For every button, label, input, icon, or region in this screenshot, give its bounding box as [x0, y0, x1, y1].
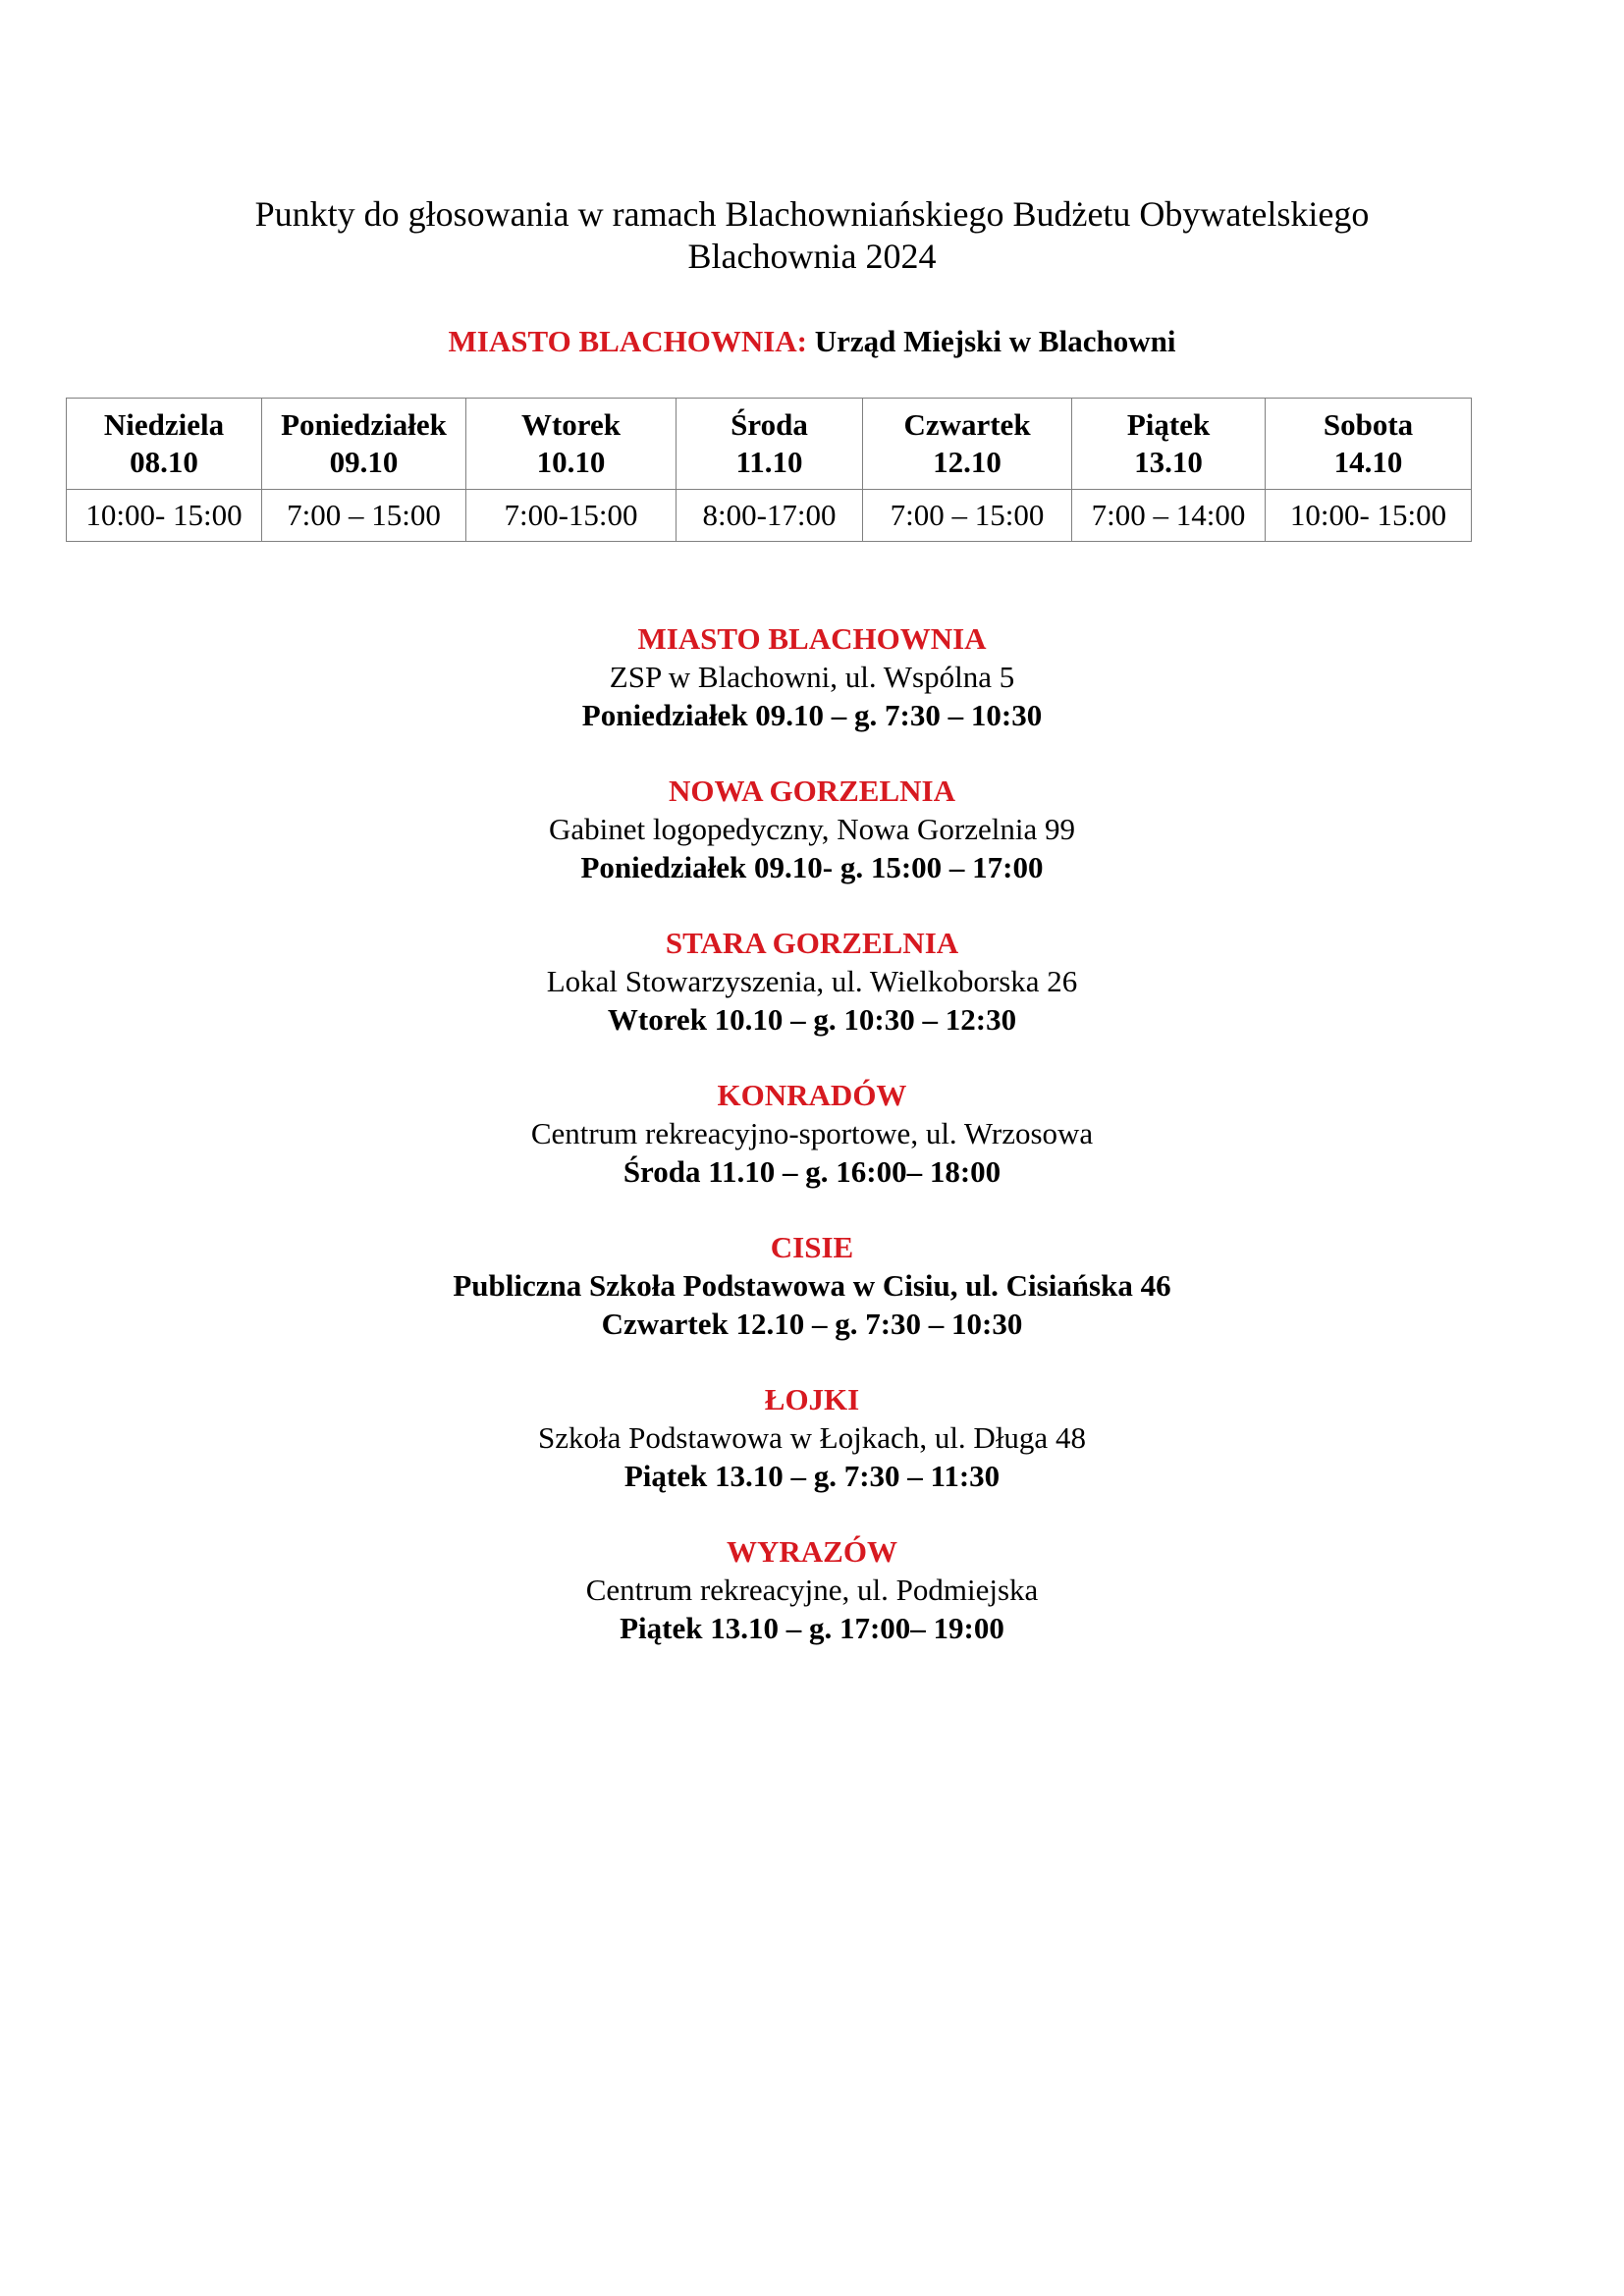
- voting-point-place: Szkoła Podstawowa w Łojkach, ul. Długa 48: [538, 1420, 1086, 1455]
- schedule-table: [66, 398, 1472, 542]
- schedule-hours-row: [67, 490, 1472, 542]
- voting-point: [0, 1076, 1624, 1191]
- schedule-hours-cell: 10:00- 15:00: [67, 490, 262, 542]
- schedule-header-cell: Wtorek 10.10: [466, 399, 677, 490]
- schedule-header-cell: Poniedziałek 09.10: [262, 399, 466, 490]
- schedule-hours-cell: 10:00- 15:00: [1266, 490, 1472, 542]
- main-location-heading: [0, 323, 1624, 360]
- schedule-header-row: [67, 399, 1472, 490]
- voting-point-place: Centrum rekreacyjne, ul. Podmiejska: [585, 1573, 1039, 1607]
- schedule-hours-cell: 8:00-17:00: [677, 490, 863, 542]
- title-line-1: Punkty do głosowania w ramach Blachowniańskiego Budżetu Obywatelskiego: [254, 194, 1370, 234]
- voting-point: [0, 772, 1624, 886]
- voting-point-name: ŁOJKI: [764, 1382, 860, 1416]
- voting-point-place: Gabinet logopedyczny, Nowa Gorzelnia 99: [548, 812, 1075, 846]
- voting-point-time: Środa 11.10 – g. 16:00– 18:00: [623, 1154, 1001, 1189]
- voting-point-time: Wtorek 10.10 – g. 10:30 – 12:30: [607, 1002, 1017, 1037]
- voting-point-place: Centrum rekreacyjno-sportowe, ul. Wrzosowa: [530, 1116, 1094, 1150]
- schedule-hours-cell: 7:00 – 14:00: [1072, 490, 1266, 542]
- schedule-header-cell: Niedziela 08.10: [67, 399, 262, 490]
- main-location-city: MIASTO BLACHOWNIA:: [448, 324, 807, 358]
- schedule-hours-cell: 7:00-15:00: [466, 490, 677, 542]
- voting-point: [0, 1532, 1624, 1647]
- schedule-hours-cell: 7:00 – 15:00: [262, 490, 466, 542]
- voting-point-time: Czwartek 12.10 – g. 7:30 – 10:30: [601, 1307, 1023, 1341]
- voting-point-place: ZSP w Blachowni, ul. Wspólna 5: [609, 660, 1015, 694]
- voting-point-name: MIASTO BLACHOWNIA: [637, 621, 987, 656]
- voting-point-time: Poniedziałek 09.10 – g. 7:30 – 10:30: [581, 698, 1043, 732]
- voting-point-name: CISIE: [770, 1230, 854, 1264]
- schedule-header-cell: Czwartek 12.10: [863, 399, 1072, 490]
- voting-point-name: STARA GORZELNIA: [665, 926, 959, 960]
- voting-point: [0, 1380, 1624, 1495]
- title-line-2: Blachownia 2024: [687, 237, 937, 276]
- document-title: [0, 193, 1624, 278]
- schedule-header-cell: Piątek 13.10: [1072, 399, 1266, 490]
- voting-point-name: WYRAZÓW: [727, 1534, 897, 1569]
- voting-point: [0, 924, 1624, 1039]
- schedule-header-cell: Sobota 14.10: [1266, 399, 1472, 490]
- schedule-hours-cell: 7:00 – 15:00: [863, 490, 1072, 542]
- main-location-place: Urząd Miejski w Blachowni: [814, 324, 1176, 358]
- voting-point-name: KONRADÓW: [717, 1078, 907, 1112]
- voting-point-place: Lokal Stowarzyszenia, ul. Wielkoborska 26: [546, 964, 1078, 998]
- voting-point-name: NOWA GORZELNIA: [669, 774, 955, 808]
- schedule-header-cell: Środa 11.10: [677, 399, 863, 490]
- voting-points-list: [0, 619, 1624, 1684]
- voting-point-time: Piątek 13.10 – g. 7:30 – 11:30: [623, 1459, 1001, 1493]
- voting-point-time: Poniedziałek 09.10- g. 15:00 – 17:00: [580, 850, 1044, 884]
- voting-point-time: Piątek 13.10 – g. 17:00– 19:00: [620, 1611, 1004, 1645]
- voting-point-place: Publiczna Szkoła Podstawowa w Cisiu, ul. Cisiańska 46: [453, 1268, 1171, 1303]
- voting-point: [0, 619, 1624, 734]
- voting-point: [0, 1228, 1624, 1343]
